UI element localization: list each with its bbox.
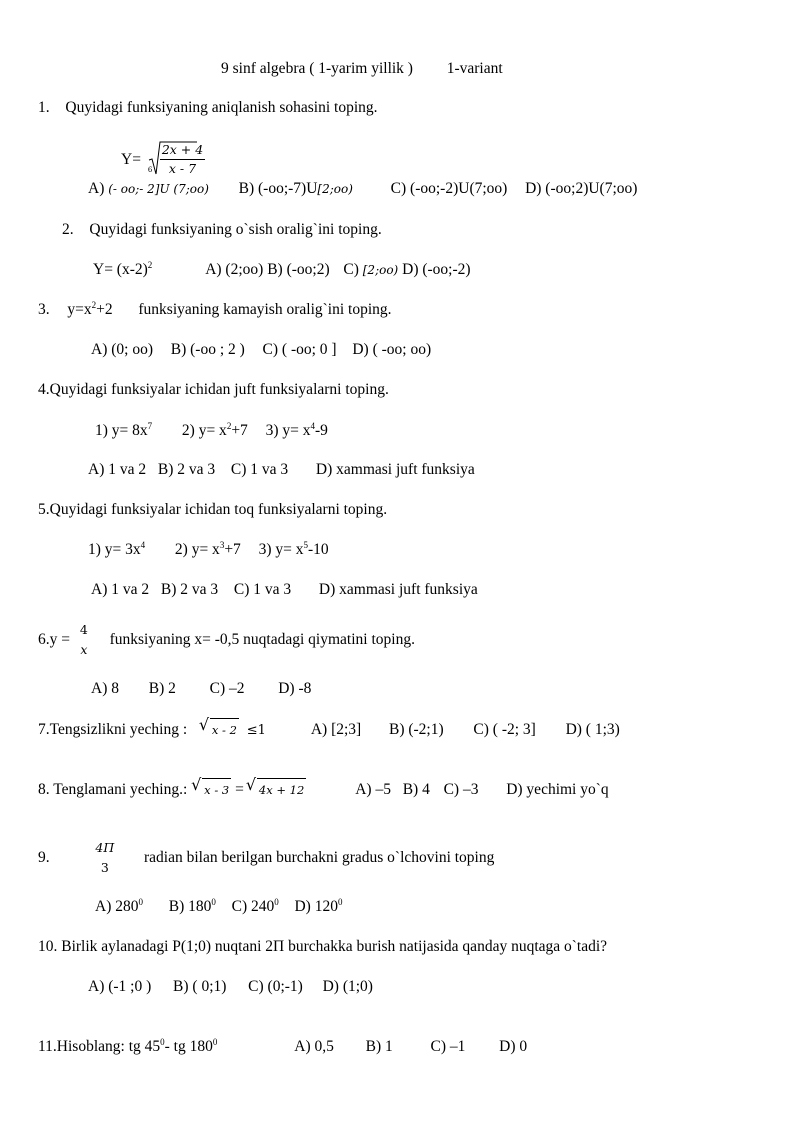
option-b: B) 2 [148,680,176,697]
variant-label: 1-variant [446,60,503,77]
option-a: A) 280 [95,898,139,915]
function-3-tail: -10 [307,541,329,558]
exponent: 2 [91,300,97,310]
exponent: 2 [147,260,153,270]
exponent: 3 [219,540,225,550]
option-d: D) xammasi juft funksiya [318,581,478,598]
question-8 [38,775,609,800]
option-b: B) 180 [168,898,212,915]
option-a-math: (- oo;- 2]U (7;oo) [108,182,209,196]
function-2-tail: +7 [231,422,248,439]
option-a: A) 1 va 2 [91,581,150,598]
option-d: D) 0 [499,1038,528,1055]
option-d: D) yechimi yo`q [506,781,609,798]
option-a: A) 8 [91,680,119,697]
q1-fraction [160,144,205,175]
question-4 [38,380,389,400]
question-7 [38,715,620,741]
degree-sup: 0 [160,1037,165,1047]
question-text: Quyidagi funksiyaning aniqlanish sohasini toping. [65,99,378,116]
fraction-numerator: 4Π [95,840,115,856]
function-1: 1) y= 3x [88,541,141,558]
question-3 [38,300,392,320]
square-root-left: √ x - 3 [191,778,231,800]
question-text: radian bilan berilgan burchakni gradus o`lchovini toping [143,849,495,866]
formula: Y= (x-2) [93,261,148,278]
question-text: 4.Quyidagi funksiyalar ichidan juft funksiyalarni toping. [38,381,389,398]
option-d: D) ( -oo; oo) [352,341,432,358]
q6-fraction [78,624,90,656]
radicand-right: 4x + 12 [257,778,306,800]
option-d: D) ( 1;3) [565,721,620,738]
option-c: C) 240 [231,898,275,915]
degree-sup: 0 [337,897,343,907]
exponent: 4 [310,421,315,431]
fraction-numerator: 4 [79,622,88,638]
formula-prefix: Y= [121,151,141,168]
q1-formula [121,140,204,180]
fraction-numerator: 2x + 4 [160,144,205,160]
option-b: B) 4 [402,781,430,798]
equals-sign: = [235,781,244,798]
exponent: 4 [140,540,146,550]
question-number: 1. [38,99,50,116]
square-root-right: √ 4x + 12 [246,778,306,800]
question-number: 2. [62,221,74,238]
option-d: D) xammasi juft funksiya [315,461,475,478]
function-2: 2) y= x [174,541,220,558]
q6-options [91,679,311,699]
option-c: C) 1 va 3 [230,461,289,478]
option-d: D) (1;0) [322,978,373,995]
question-2 [62,220,382,240]
q5-options [91,580,478,600]
q2-options [93,260,471,280]
option-c-math: [2;oo) [362,263,399,277]
degree-sup: 0 [212,1037,218,1047]
option-c: C) (0;-1) [248,978,303,995]
q5-functions [88,540,329,560]
question-5 [38,500,387,520]
option-b: B) 1 [365,1038,393,1055]
question-text: Quyidagi funksiyaning o`sish oralig`ini toping. [89,221,382,238]
option-a: A) (-1 ;0 ) [88,978,152,995]
question-mid: - tg 180 [164,1038,213,1055]
q4-options [88,460,475,480]
option-d: D) (-oo;-2) [402,261,471,278]
option-b: B) 2 va 3 [157,461,216,478]
option-a: A) 1 va 2 [88,461,147,478]
question-9 [38,836,494,880]
function-3: 3) y= x [265,422,311,439]
function-2-tail: +7 [224,541,241,558]
radicand-left: x - 3 [202,778,231,800]
option-a: A) 0,5 [294,1038,334,1055]
formula-tail: +2 [96,301,113,318]
option-b: B) 2 va 3 [160,581,219,598]
option-b-label: B) (-oo;-7)U [238,180,318,197]
q9-fraction [93,842,116,874]
option-c: C) ( -oo; 0 ] [262,341,337,358]
option-a: A) (0; oo) [91,341,153,358]
question-prefix: 11.Hisoblang: tg 45 [38,1038,161,1055]
degree-sup: 0 [138,897,143,907]
option-a: A) (2;oo) [205,261,264,278]
degree-sup: 0 [211,897,216,907]
question-1 [38,98,378,118]
formula-base: y=x [67,301,92,318]
question-text: funksiyaning kamayish oralig`ini toping. [138,301,392,318]
option-c: C) (-oo;-2)U(7;oo) [390,180,508,197]
square-root: √ x - 2 [199,718,239,740]
radicand: x - 2 [210,718,239,740]
question-text: funksiyaning x= -0,5 nuqtadagi qiymatini toping. [109,631,415,648]
question-number: 3. [38,301,50,318]
option-a: A) –5 [355,781,391,798]
option-c: C) –2 [209,680,245,697]
root-index: 6 [147,166,153,175]
option-c: C) –3 [443,781,479,798]
option-a-label: A) [88,180,105,197]
option-b: B) (-oo ; 2 ) [170,341,245,358]
option-c: C) 1 va 3 [233,581,292,598]
exponent: 7 [147,421,153,431]
exponent: 5 [303,540,308,550]
relation: ≤1 [246,723,266,738]
page-title [221,59,503,79]
option-d: D) -8 [278,680,312,697]
function-3-tail: -9 [314,422,328,439]
question-number: 9. [38,849,50,866]
option-d: D) (-oo;2)U(7;oo) [525,180,638,197]
option-b: B) ( 0;1) [173,978,227,995]
question-10 [38,937,607,957]
option-c: C) ( -2; 3] [473,721,536,738]
q9-options [95,897,342,917]
q1-options [88,179,637,199]
function-3: 3) y= x [258,541,304,558]
fraction-denominator: x - 7 [168,160,197,176]
option-c-label: C) [343,261,359,278]
q10-options [88,977,373,997]
question-text: 8. Tenglamani yeching.: [38,781,188,798]
formula-prefix: 6.y = [38,631,70,648]
function-1: 1) y= 8x [95,422,148,439]
exponent: 2 [226,421,232,431]
option-b-math: [2;oo) [317,182,353,196]
option-b: B) (-2;1) [388,721,444,738]
option-c: C) –1 [430,1038,466,1055]
question-6 [38,620,415,660]
question-text: 5.Quyidagi funksiyalar ichidan toq funksiyalarni toping. [38,501,388,518]
option-b: B) (-oo;2) [267,261,330,278]
option-a: A) [2;3] [310,721,362,738]
fraction-denominator: x [80,641,88,657]
question-11 [38,1037,527,1057]
option-d: D) 120 [294,898,338,915]
question-text: 10. Birlik aylanadagi P(1;0) nuqtani 2Π burchakka burish natijasida qanday nuqtaga o`tadi? [38,938,608,955]
title-text: 9 sinf algebra ( 1-yarim yillik ) [221,60,413,77]
degree-sup: 0 [274,897,279,907]
q3-options [91,340,431,360]
fraction-denominator: 3 [100,859,109,875]
question-text: 7.Tengsizlikni yeching : [38,721,188,738]
function-2: 2) y= x [181,422,227,439]
q4-functions [95,421,328,441]
